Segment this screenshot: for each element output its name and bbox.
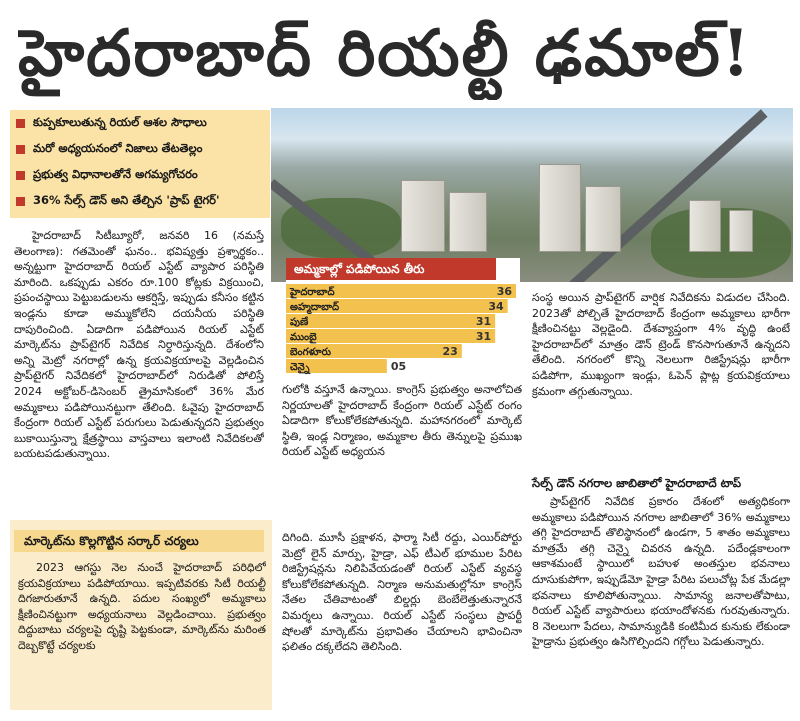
bar-label-5: చెన్నై (290, 362, 310, 373)
article-paragraph: దిగింది. మూసీ ప్రక్షాళన, ఫార్మా సిటీ రద్దు, ఎయిర్‌పోర్టు మెట్రో లైన్ మార్పు, హైడ్రా, ఎఫ్ టీఎల్ భూముల పేరిట రిజిస్ట్రేషన్లను నిలిపివేయడంతో రియల్ ఎస్టేట్ వ్యవస్థ కోలుకోలేకపోతున్నది. నిర్మాణ అనుమతుల్లోనూ కాంగ్రెస్ నేతల చేతివాటంతో బిల్డర్లు బెంబేలెత్తుతున్నారనే విమర్శలు ఉన్నాయి. రియల్ ఎస్టేట్ సంస్థలు ప్రాపర్టీ షోలతో మార్కెట్‌ను ప్రభావితం చేయాలని భావించినా ఫలితం దక్కలేదని తెలిసింది. (282, 531, 522, 654)
bar-label-0: హైదరాబాద్ (290, 287, 335, 298)
box-column-1 (18, 560, 266, 710)
bullet-box (10, 110, 270, 218)
article-paragraph: గులోకి వస్తూనే ఉన్నాయి. కాంగ్రెస్ ప్రభుత్వం అనాలోచిత నిర్ణయాలతో హైదరాబాద్ కేంద్రంగా రియల్ ఎస్టేట్ రంగం ఏడాదిగా కోలుకోలేకపోతున్నది. మహానగరంలో మార్కెట్ స్థితి, ఇండ్ల నిర్మాణం, అమ్మకాల తీరు తెన్నులపై ప్రముఖ రియల్ ఎస్టేట్ అధ్యయన (282, 383, 522, 459)
article-column-1 (14, 228, 264, 516)
headline: హైదరాబాద్ రియల్టీ ఢమాల్! (18, 16, 752, 91)
bullet-item (10, 110, 270, 136)
bullet-item (10, 162, 270, 188)
article-column-2 (282, 382, 522, 522)
bar-label-4: బెంగళూరు (290, 347, 331, 358)
sales-decline-chart (286, 258, 520, 376)
bullet-text: ప్రభుత్వ విధానాలతోనే అగమ్యగోచరం (33, 166, 198, 181)
article-paragraph: 2023 ఆగస్టు నెల నుంచే హైదరాబాద్ పరిధిలో క్రయవిక్రయాలు పడిపోయాయి. ఇప్పటివరకు సిటీ రియల్టీ దిగజారుతూనే ఉన్నది. పదుల సంఖ్యలో అమ్మకాలు క్షీణించినట్టుగా అధ్యయనాలు వెల్లడించాయి. ప్రభుత్వం దిద్దుబాటు చర్యలపై దృష్టి పెట్టకుండా, మార్కెట్‌ను మరింత దెబ్బకొట్టే చర్యలకు (18, 561, 266, 652)
bar-label-1: అహ్మదాబాద్ (290, 302, 340, 313)
bar-value-3: 31 (475, 330, 492, 343)
box-heading: మార్కెట్‌ను కొల్లగొట్టిన సర్కార్ చర్యలు (14, 530, 264, 552)
bar-value-1: 34 (488, 300, 504, 313)
bullet-text: 36% సేల్స్ డౌన్ అని తేల్చిన 'ప్రాప్ టైగర్' (33, 192, 220, 207)
bar-value-4: 23 (442, 345, 458, 358)
square-bullet-icon (16, 171, 25, 180)
bullet-text: మరో అధ్యయనంలో నిజాలు తేటతెల్లం (33, 140, 203, 155)
box-column-2 (282, 530, 522, 712)
bar-3 (286, 329, 495, 343)
article-column-3b (532, 494, 790, 716)
bar-chart-svg (286, 284, 520, 376)
bar-2 (286, 314, 495, 328)
square-bullet-icon (16, 197, 25, 206)
bullet-item (10, 136, 270, 162)
bar-value-0: 36 (496, 285, 512, 298)
square-bullet-icon (16, 119, 25, 128)
bar-value-5: 05 (390, 360, 407, 373)
bar-label-3: ముంబై (290, 332, 317, 343)
city-skyline-photo (271, 108, 793, 282)
side-heading: సేల్స్ డౌన్ నగరాల జాబితాలో హైదరాబాదే టాప్ (532, 476, 742, 490)
bar-value-2: 31 (475, 315, 492, 328)
article-paragraph: సంస్థ అయిన ప్రాప్‌టైగర్ వార్షిక నివేదికను విడుదల చేసింది. 2023తో పోల్చితే హైదరాబాద్ కేంద్రంగా అమ్మకాలు భారీగా క్షీణించినట్టు వెల్లడైంది. దేశవ్యాప్తంగా 4% వృద్ధి ఉంటే హైదరాబాద్‌లో మాత్రం డౌన్ ట్రెండ్ కొనసాగుతూనే ఉన్నదని తేలింది. నగరంలో కొన్ని నెలలుగా రిజిస్ట్రేషన్లు భారీగా పడిపోగా, ముఖ్యంగా ఇండ్లు, ఓపెన్ ప్లాట్ల క్రయవిక్రయాలు క్రమంగా తగ్గుతున్నాయి. (532, 291, 790, 398)
article-paragraph: హైదరాబాద్ సిటీబ్యూరో, జనవరి 16 (నమస్తే తెలంగాణ): గతమెంతో ఘనం.. భవిష్యత్తు ప్రశ్నార్థకం.. అన్నట్టుగా హైదరాబాద్ రియల్ ఎస్టేట్ వ్యాపార పరిస్థితి మారింది. ఒకప్పుడు ఎకరం రూ.100 కోట్లకు విక్రయించి, ప్రపంచస్థాయి పెట్టుబడులను ఆకర్షిస్తే, ఇప్పుడు కనీసం కట్టిన ఇండ్లను కూడా అమ్ముకోలేని దయనీయ పరిస్థితి దాపురించింది. ఏడాదిగా పడిపోయిన రియల్ ఎస్టేట్ మార్కెట్‌ను ప్రాప్‌టైగర్ నివేదిక నిర్ధారిస్తున్నది. దేశంలోని అన్ని మెట్రో నగరాల్లో ఉన్న క్రయవిక్రయాలపై వెల్లడించిన ప్రాప్‌టైగర్ నివేదికలో హైదరాబాద్‌లో నిరుడితో పోలిస్తే 2024 అక్టోబర్-డిసెంబర్ త్రైమాసికంలో 36% మేర అమ్మకాలు పడిపోయినట్టుగా తేలింది. ఓవైపు హైదరాబాద్ కేంద్రంగా రియల్ ఎస్టేట్ పరుగులు పెడుతున్నదని ప్రభుత్వం బుకాయిస్తున్నా క్షేత్రస్థాయి వాస్తవాలు ఇలాంటి నివేదికలతో బయటపడుతున్నాయి. (14, 229, 264, 461)
bar-label-2: పుణే (290, 317, 309, 328)
article-paragraph: ప్రాప్‌టైగర్ నివేదిక ప్రకారం దేశంలో అత్యధికంగా అమ్మకాలు పడిపోయిన నగరాల జాబితాలో 36% అమ్మకాలు తగ్గి హైదరాబాద్ తొలిస్థానంలో ఉండగా, 5 శాతం అమ్మకాలు మాత్రమే తగ్గి చెన్నై చివరన ఉన్నది. పదేండ్లకాలంగా ఆకాశమంటే స్థాయిలో బహుళ అంతస్తుల భవనాలు దూసుకుపోగా, ఇప్పుడేమో హైడ్రా పేరిట పలుచోట్ల పేక మేడల్లా భవనాలు కూలిపోతున్నాయి. సామాన్య జనాలతోపాటు, రియల్ ఎస్టేట్ వ్యాపారులు భయాందోళనకు గురవుతున్నారు. 8 నెలలుగా పేదలు, సామాన్యుడికి కంటిమీద కునుకు లేకుండా హైడ్రాను ప్రభుత్వం ఉసిగొల్పిందని గగ్గోలు పెడుతున్నారు. (532, 495, 790, 649)
bullet-item (10, 188, 270, 214)
article-column-3 (532, 290, 790, 470)
bullet-text: కుప్పకూలుతున్న రియల్ ఆశల సౌధాలు (33, 114, 207, 129)
square-bullet-icon (16, 145, 25, 154)
chart-title: అమ్మకాల్లో పడిపోయిన తీరు (286, 258, 496, 280)
